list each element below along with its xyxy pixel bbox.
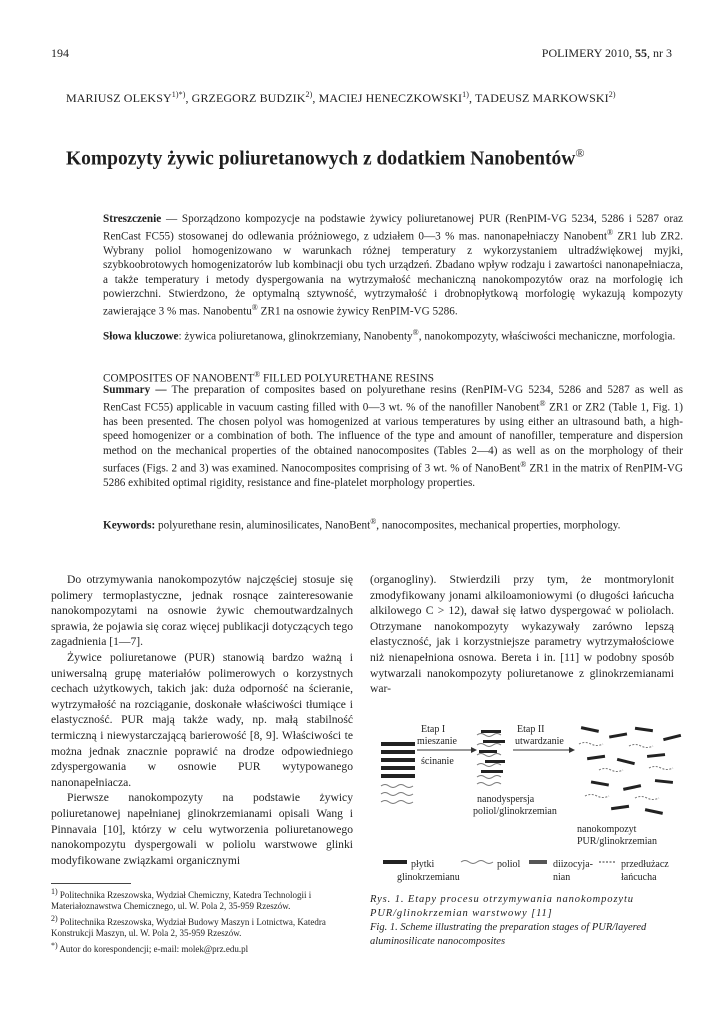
footnotes bbox=[51, 886, 356, 955]
legend-extender-sublabel: łańcucha bbox=[621, 872, 657, 883]
polyol-waves-left bbox=[381, 785, 413, 804]
stage-1-shear-label: ścinanie bbox=[421, 756, 454, 767]
body-paragraph: Pierwsze nanokompozyty na podstawie żywicy poliuretanowej napełnianej glinokrzemianami opisali Wang i Pinnavaia [10], którzy w celu wytworzenia poliuretanowego nanokompozytu dyspergowali w poliolu warstwowe glinki modyfikowane związkami organicznymi bbox=[51, 791, 353, 867]
arrow-head-icon bbox=[471, 747, 477, 753]
english-title: COMPOSITES OF NANOBENT® FILLED POLYURETHANE RESINS bbox=[103, 370, 434, 385]
body-paragraph: Żywice poliuretanowe (PUR) stanowią bardzo ważną i uniwersalną grupę materiałów polimerowych o korzystnych cechach użytkowych, takich jak: duża odporność na ścieranie, wytrzymałość na rozciąganie, doskonałe właściwości tłumiące i elastyczność. PUR mają także wady, np. małą stabilność termiczną i niewystarczającą barierowość [8, 9]. Właściwości te można jednak znacznie poprawić na drodze odpowiedniego zdyspergowania w osnowie PUR wytypowanego nanonapełniacza. bbox=[51, 650, 353, 789]
stage-2-label: Etap II bbox=[517, 724, 545, 735]
footnote: $^{1)}$ Politechnika Rzeszowska, Wydział Chemiczny, Katedra Technologii i Materiałoznawstwa Chemicznego, ul. W. Pola 2, 35-959 Rzeszów. bbox=[51, 887, 312, 912]
stage-2-curing-label: utwardzanie bbox=[515, 736, 564, 747]
keywords-polish: Słowa kluczowe: żywica poliuretanowa, glinokrzemiany, Nanobenty®, nanokompozyty, właściwości mechaniczne, morfologia. bbox=[103, 328, 676, 343]
platelet-stack bbox=[381, 742, 415, 778]
body-right-column bbox=[370, 572, 674, 697]
nanocomposite-sublabel: PUR/glinokrzemian bbox=[577, 836, 657, 847]
legend-diisocyanate-label: diizocyja- bbox=[553, 859, 593, 870]
nanocomposite-label: nanokompozyt bbox=[577, 824, 637, 835]
stage-1-mixing-label: mieszanie bbox=[417, 736, 457, 747]
legend-polyol-swatch bbox=[461, 861, 493, 864]
legend-extender-label: przedłużacz bbox=[621, 859, 669, 870]
journal-reference: POLIMERY 2010, 55, nr 3 bbox=[541, 46, 672, 60]
arrow-head-icon bbox=[569, 747, 575, 753]
legend-platelet-sublabel: glinokrzemianu bbox=[397, 872, 460, 883]
summary-english: Summary — The preparation of composites based on polyurethane resins (RenPIM-VG 5234, 5286 and 5287 as well as RenCast FC55) applicable in vacuum casting filled with 0—3 wt. % of the nanofiller Nanobent® ZR1 or ZR2 (Table 1, Fig. 1) has been presented. The chosen polyol was homogenized at various temperatures by using either an ultrasound bath, a high-speed homogenizer or a combination of both. The influence of the type and amount of nanofiller, temperature and dispersion method on the mechanical properties of the obtained nanocomposites (Tables 2—4) as well as on the morphology of their surfaces (Figs. 2 and 3) was examined. Nanocomposites comprising of 3 wt. % of NanoBent® ZR1 in the matrix of RenPIM-VG 5286 exhibited optimal rigidity, resistance and fine-platelet morphology properties. bbox=[103, 384, 683, 489]
dispersed-platelets bbox=[479, 730, 505, 773]
footnote: $^{2)}$ Politechnika Rzeszowska, Wydział Budowy Maszyn i Lotnictwa, Katedra Konstrukcji Maszyn, ul. W. Pola 2, 35-959 Rzeszów. bbox=[51, 913, 326, 939]
body-paragraph: (organogliny). Stwierdzili przy tym, że montmorylonit zmodyfikowany jonami alkiloamoniowymi (o długości łańcucha alkilowego C > 12), dawał się łatwo dyspergować w poliolach. Otrzymane nanokompozyty wykazywały zarówno lepszą elastyczność, jak i korzystniejsze parametry wytrzymałościowe niż nienapełniona osnowa. Bereta i in. [11] w podobny sposób wytwarzali nanokompozyty poliuretanowe z glinokrzemianami war- bbox=[370, 573, 674, 696]
nanocomposite-platelets bbox=[581, 726, 681, 815]
body-paragraph: Do otrzymywania nanokompozytów najczęściej stosuje się polimery termoplastyczne, jednak rosnące zainteresowanie nanokompozytami na osnowie żywic chemoutwardzalnych sprawia, że pojawia się coraz więcej publikacji dotyczących tego zagadnienia [1—7]. bbox=[51, 573, 353, 649]
paper-title: Kompozyty żywic poliuretanowych z dodatkiem Nanobentów® bbox=[66, 146, 585, 170]
dispersion-sublabel: poliol/glinokrzemian bbox=[473, 806, 557, 817]
figure-caption-english: Fig. 1. Scheme illustrating the preparation stages of PUR/layered aluminosilicate nanocomposites bbox=[370, 922, 647, 947]
footnote-divider bbox=[51, 883, 131, 884]
legend-diisocyanate-sublabel: nian bbox=[553, 872, 571, 883]
legend-diisocyanate-swatch bbox=[529, 860, 547, 864]
nanocomposite-chains bbox=[579, 743, 673, 800]
abstract-polish: Streszczenie — Sporządzono kompozycje na podstawie żywicy poliuretanowej PUR (RenPIM-VG 5234, 5286 i 5287 oraz RenCast FC55) stosowanej do odlewania próżniowego, z udziałem 0—3 % mas. nanonapełniaczy Nanobent® ZR1 lub ZR2. Wybrany poliol homogenizowano w warunkach różnej temperatury z wykorzystaniem ultradźwiękowej myjki, szybkoobrotowych homogenizatorów lub kombinacji obu tych urządzeń. Zbadano wpływ rodzaju i zawartości nanonapełniacza, a także temperatury i metody dyspergowania na wytrzymałość mechaniczną nanokompozytów oraz na morfologię ich powierzchni. Stwierdzono, że optymalną sztywność, wytrzymałość i drobnopłytkową morfologię wykazują kompozyty zawierające 3 % mas. Nanobentu® ZR1 na osnowie żywicy RenPIM-VG 5286. bbox=[103, 213, 683, 318]
footnote: *) Autor do korespondencji; e-mail: molek@prz.edu.pl bbox=[51, 940, 249, 954]
stage-1-label: Etap I bbox=[421, 724, 446, 735]
author-list: MARIUSZ $OLEKSY^{1)*)}$, GRZEGORZ BUDZIK$^{2)}$, MACIEJ HENECZKOWSKI$^{1)}$, TADEUSZ MARKOWSKI$^{2)}$ bbox=[66, 90, 616, 105]
legend-polyol-label: poliol bbox=[497, 859, 521, 870]
legend-platelet-label: płytki bbox=[411, 859, 435, 870]
keywords-english: Keywords: polyurethane resin, aluminosilicates, NanoBent®, nanocomposites, mechanical properties, morphology. bbox=[103, 517, 621, 532]
legend-platelet-swatch bbox=[383, 860, 407, 864]
process-scheme-figure bbox=[373, 720, 693, 890]
page-number: 194 bbox=[51, 46, 69, 60]
dispersion-label: nanodyspersja bbox=[477, 794, 535, 805]
figure-caption bbox=[370, 893, 680, 949]
body-left-column bbox=[51, 572, 353, 868]
figure-caption-polish: Rys. 1. Etapy procesu otrzymywania nanokompozytu PUR/glinokrzemian warstwowy [11] bbox=[370, 894, 634, 919]
